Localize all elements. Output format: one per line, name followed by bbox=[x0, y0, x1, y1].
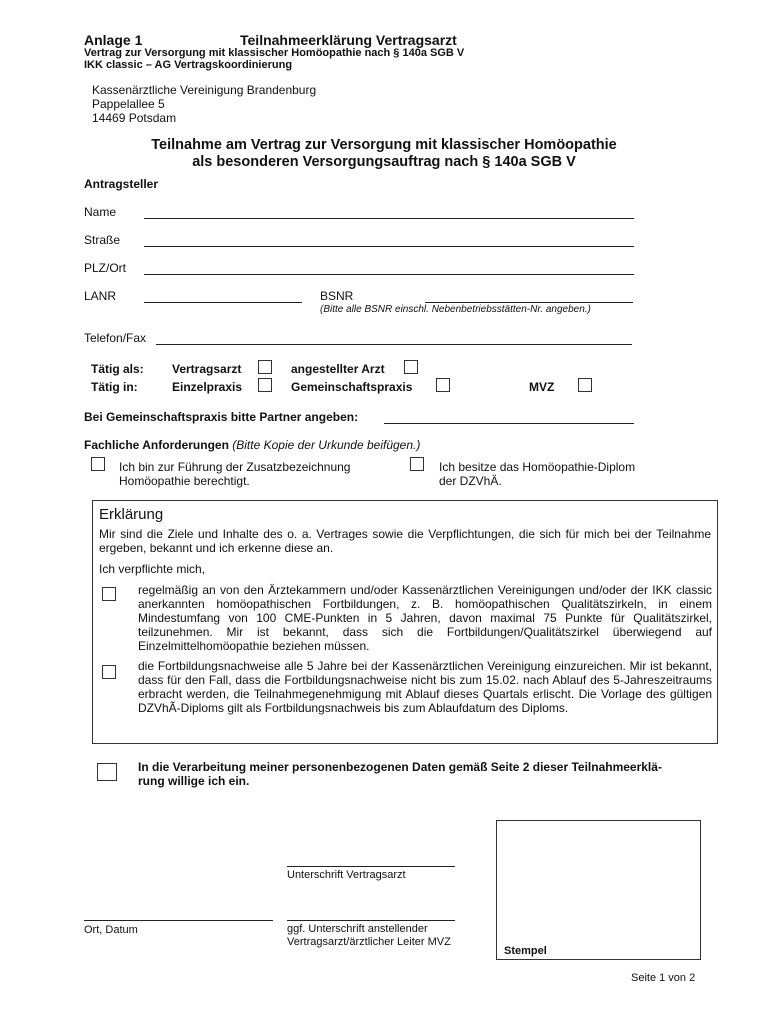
street-label: Straße bbox=[84, 233, 121, 247]
zusatzbezeichnung-line-2: Homöopathie berechtigt. bbox=[119, 474, 250, 488]
partner-field[interactable] bbox=[384, 423, 634, 424]
contract-subtitle: Vertrag zur Versorgung mit klassischer Homöopathie nach § 140a SGB V bbox=[84, 47, 465, 59]
consent-line-1: In die Verarbeitung meiner personenbezogenen Daten gemäß Seite 2 dieser Teilnahmeerklä- bbox=[138, 760, 662, 774]
consent-text bbox=[138, 760, 662, 788]
einzelpraxis-label: Einzelpraxis bbox=[172, 380, 243, 394]
bsnr-hint: (Bitte alle BSNR einschl. Nebenbetriebsstätten-Nr. angeben.) bbox=[320, 304, 591, 315]
zusatzbezeichnung-checkbox[interactable] bbox=[91, 457, 105, 471]
partner-label: Bei Gemeinschaftspraxis bitte Partner angeben: bbox=[84, 410, 359, 424]
vertragsarzt-label: Vertragsarzt bbox=[172, 362, 242, 376]
fortbildung-text: regelmäßig an von den Ärztekammern und/oder Kassenärztlichen Vereinigungen und/oder der IKK classic anerkannten homöopathischen Fortbildungen, z. B. homöopathischen Qualitätszirkeln, in einem Mindestumfang von 100 CME-Punkten in 5 Jahren, davon maximal 75 Punkte für Qualitätszirkel, teilzunehmen. Mir ist bekannt, dass sich die Fortbildungen/Qualitätszirkel überwiegend auf Einzelmittelhomöopathie beziehen müssen. bbox=[138, 583, 712, 653]
applicant-heading: Antragsteller bbox=[84, 177, 159, 191]
ort-datum-label: Ort, Datum bbox=[84, 924, 138, 936]
angestellter-checkbox[interactable] bbox=[404, 360, 418, 374]
declaration-commit: Ich verpflichte mich, bbox=[99, 562, 206, 576]
page-number: Seite 1 von 2 bbox=[631, 972, 696, 984]
declaration-box bbox=[92, 500, 718, 744]
gemeinschaftspraxis-label: Gemeinschaftspraxis bbox=[291, 380, 413, 394]
consent-checkbox[interactable] bbox=[97, 763, 117, 781]
stamp-label: Stempel bbox=[504, 945, 547, 957]
requirements-hint: (Bitte Kopie der Urkunde beifügen.) bbox=[232, 438, 421, 452]
form-title: Teilnahmeerklärung Vertragsarzt bbox=[240, 32, 457, 48]
plz-label: PLZ/Ort bbox=[84, 261, 127, 275]
angestellt-signature-label bbox=[287, 923, 451, 949]
zusatzbezeichnung-text bbox=[119, 460, 350, 488]
declaration-heading: Erklärung bbox=[99, 506, 164, 523]
fortbildung-checkbox[interactable] bbox=[102, 587, 116, 601]
angestellt-label-line-2: Vertragsarzt/ärztlicher Leiter MVZ bbox=[287, 936, 451, 948]
address-line-2: Pappelallee 5 bbox=[92, 97, 165, 111]
street-field[interactable] bbox=[144, 246, 634, 247]
zusatzbezeichnung-line-1: Ich bin zur Führung der Zusatzbezeichnung bbox=[119, 460, 351, 474]
main-title bbox=[84, 137, 684, 171]
active-as-label: Tätig als: bbox=[91, 362, 144, 376]
address-line-3: 14469 Potsdam bbox=[92, 111, 177, 125]
phone-field[interactable] bbox=[156, 344, 632, 345]
recipient-address bbox=[92, 83, 316, 125]
phone-label: Telefon/Fax bbox=[84, 331, 147, 345]
active-in-label: Tätig in: bbox=[91, 380, 138, 394]
plz-field[interactable] bbox=[144, 274, 634, 275]
diplom-checkbox[interactable] bbox=[410, 457, 424, 471]
name-field[interactable] bbox=[144, 218, 634, 219]
annex-label: Anlage 1 bbox=[84, 32, 143, 48]
consent-line-2: rung willige ich ein. bbox=[138, 774, 250, 788]
einzelpraxis-checkbox[interactable] bbox=[258, 378, 272, 392]
declaration-intro: Mir sind die Ziele und Inhalte des o. a. Vertrages sowie die Verpflichtungen, die sich für mich bei der Teilnahme ergeben, bekannt und ich erkenne diese an. bbox=[99, 527, 711, 555]
bsnr-label: BSNR bbox=[320, 289, 354, 303]
lanr-label: LANR bbox=[84, 289, 117, 303]
diplom-line-2: der DZVhÄ. bbox=[439, 474, 502, 488]
main-title-line-2: als besonderen Versorgungsauftrag nach § 140a SGB V bbox=[192, 154, 576, 170]
bsnr-field[interactable] bbox=[425, 302, 633, 303]
gemeinschaftspraxis-checkbox[interactable] bbox=[436, 378, 450, 392]
lanr-field[interactable] bbox=[144, 302, 302, 303]
diplom-text bbox=[439, 460, 635, 488]
requirements-heading bbox=[84, 438, 420, 452]
organization-subtitle: IKK classic – AG Vertragskoordinierung bbox=[84, 59, 293, 71]
nachweis-checkbox[interactable] bbox=[102, 665, 116, 679]
arzt-signature-line[interactable] bbox=[287, 866, 455, 867]
requirements-title: Fachliche Anforderungen bbox=[84, 438, 229, 452]
mvz-checkbox[interactable] bbox=[578, 378, 592, 392]
angestellt-signature-line[interactable] bbox=[287, 920, 455, 921]
nachweis-text: die Fortbildungsnachweise alle 5 Jahre bei der Kassenärztlichen Vereinigung einzureichen. Mir ist bekannt, dass für den Fall, dass die Fortbildungsnachweise nicht bis zum 15.02. nach Ablauf des 5-Jahreszeitraums erbracht werden, die Teilnahmegenehmigung mit Ablauf dieses Quartals erlischt. Die Vorlage des gültigen DZVhÃ-Diploms gilt als Fortbildungsnachweis bis zum Ablaufdatum des Diploms. bbox=[138, 659, 712, 715]
angestellt-label-line-1: ggf. Unterschrift anstellender bbox=[287, 923, 428, 935]
address-line-1: Kassenärztliche Vereinigung Brandenburg bbox=[92, 83, 317, 97]
ort-datum-line[interactable] bbox=[84, 920, 273, 921]
stamp-box[interactable] bbox=[496, 820, 701, 960]
main-title-line-1: Teilnahme am Vertrag zur Versorgung mit klassischer Homöopathie bbox=[151, 137, 617, 153]
arzt-signature-label: Unterschrift Vertragsarzt bbox=[287, 869, 406, 881]
diplom-line-1: Ich besitze das Homöopathie-Diplom bbox=[439, 460, 636, 474]
mvz-label: MVZ bbox=[529, 380, 555, 394]
angestellter-label: angestellter Arzt bbox=[291, 362, 385, 376]
name-label: Name bbox=[84, 205, 117, 219]
vertragsarzt-checkbox[interactable] bbox=[258, 360, 272, 374]
